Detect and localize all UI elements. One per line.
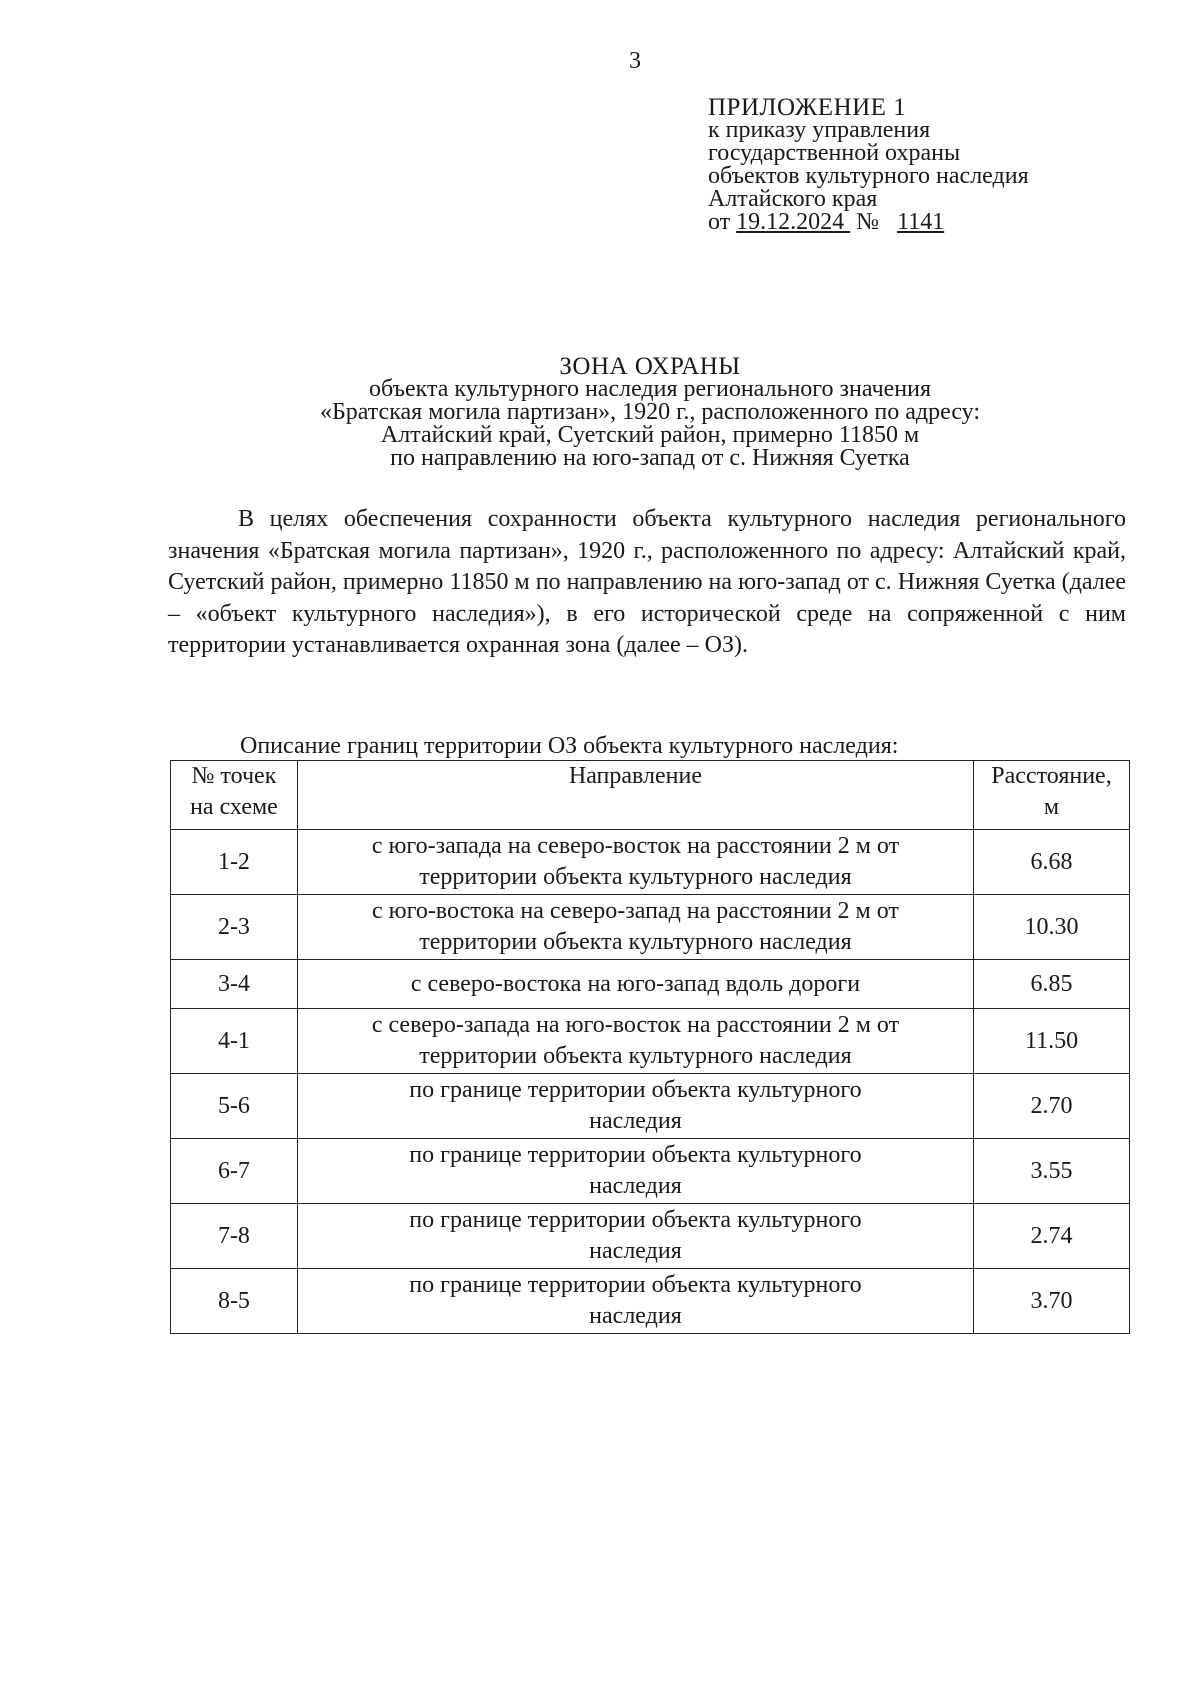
cell-direction [297,1204,973,1269]
cell-distance: 2.74 [974,1204,1130,1269]
cell-distance: 3.70 [974,1269,1130,1334]
direction-line-1: по границе территории объекта культурного [409,1142,862,1168]
table-row [171,1139,1130,1204]
cell-distance: 6.68 [974,830,1130,895]
table-row [171,960,1130,1009]
cell-points: 5-6 [171,1074,298,1139]
cell-distance: 2.70 [974,1074,1130,1139]
direction-line-1: с северо-востока на юго-запад вдоль дороги [410,970,861,997]
direction-line-1: с северо-запада на юго-восток на расстоянии 2 м от [371,1012,900,1038]
boundary-table [170,760,1130,1334]
appendix-line-4: Алтайского края [708,186,878,212]
table-row [171,895,1130,960]
document-title [250,355,1050,470]
appendix-line-2: государственной охраны [708,140,961,166]
direction-line-2: территории объекта культурного наследия [419,864,852,890]
title-heading: ЗОНА ОХРАНЫ [559,353,741,380]
body-paragraph: В целях обеспечения сохранности объекта культурного наследия регионального значения «Братская могила партизан», 1920 г., расположенного по адресу: Алтайский край, Суетский район, примерно 11850 м по направлению на юго-запад от с. Нижняя Суетка (далее – «объект культурного наследия»), в его исторической среде на сопряженной с ним территории устанавливается охранная зона (далее – ОЗ). [168,506,1126,659]
title-line-4: по направлению на юго-запад от с. Нижняя Суетка [390,445,910,471]
page-number: 3 [629,48,641,74]
header-direction: Направление [297,761,973,830]
cell-direction [297,1269,973,1334]
header-distance-line-1: Расстояние, [991,763,1112,789]
table-row [171,830,1130,895]
cell-points: 8-5 [171,1269,298,1334]
appendix-heading: ПРИЛОЖЕНИЕ 1 [708,94,907,121]
cell-distance: 11.50 [974,1009,1130,1074]
appendix-order-line [708,211,1029,234]
cell-points: 6-7 [171,1139,298,1204]
cell-direction [297,830,973,895]
title-line-2: «Братская могила партизан», 1920 г., расположенного по адресу: [319,399,981,425]
cell-points: 4-1 [171,1009,298,1074]
direction-line-1: по границе территории объекта культурного [409,1272,862,1298]
table-row [171,1204,1130,1269]
title-line-3: Алтайский край, Суетский район, примерно 11850 м [380,422,920,448]
direction-line-2: наследия [589,1238,682,1264]
cell-direction [297,1074,973,1139]
direction-line-1: по границе территории объекта культурного [409,1077,862,1103]
header-distance-line-2: м [1043,794,1060,820]
direction-line-2: территории объекта культурного наследия [419,929,852,955]
appendix-line-1: к приказу управления [708,117,931,143]
title-line-1: объекта культурного наследия регионального значения [368,376,932,402]
order-number: 1141 [897,209,945,235]
cell-distance: 10.30 [974,895,1130,960]
header-distance [974,761,1130,830]
cell-points: 1-2 [171,830,298,895]
cell-distance: 6.85 [974,960,1130,1009]
date-prefix: от [708,209,731,235]
cell-distance: 3.55 [974,1139,1130,1204]
appendix-header [708,96,1029,234]
header-points-line-2: на схеме [190,794,278,820]
table-row [171,1009,1130,1074]
direction-line-2: территории объекта культурного наследия [419,1043,852,1069]
direction-line-2: наследия [589,1108,682,1134]
cell-direction [297,895,973,960]
table-row [171,1074,1130,1139]
order-date: 19.12.2024 [736,209,845,235]
table-row [171,1269,1130,1334]
header-points-line-1: № точек [191,763,277,789]
header-points [171,761,298,830]
direction-line-2: наследия [589,1303,682,1329]
table-caption: Описание границ территории ОЗ объекта культурного наследия: [240,733,899,759]
direction-line-1: по границе территории объекта культурного [409,1207,862,1233]
appendix-line-3: объектов культурного наследия [708,163,1029,189]
cell-points: 2-3 [171,895,298,960]
table-header-row [171,761,1130,830]
direction-line-2: наследия [589,1173,682,1199]
cell-direction [297,1139,973,1204]
cell-points: 3-4 [171,960,298,1009]
cell-direction [297,1009,973,1074]
number-sign: № [856,209,880,235]
direction-line-1: с юго-запада на северо-восток на расстоянии 2 м от [371,833,900,859]
cell-direction [297,960,973,1009]
cell-points: 7-8 [171,1204,298,1269]
direction-line-1: с юго-востока на северо-запад на расстоянии 2 м от [371,898,899,924]
